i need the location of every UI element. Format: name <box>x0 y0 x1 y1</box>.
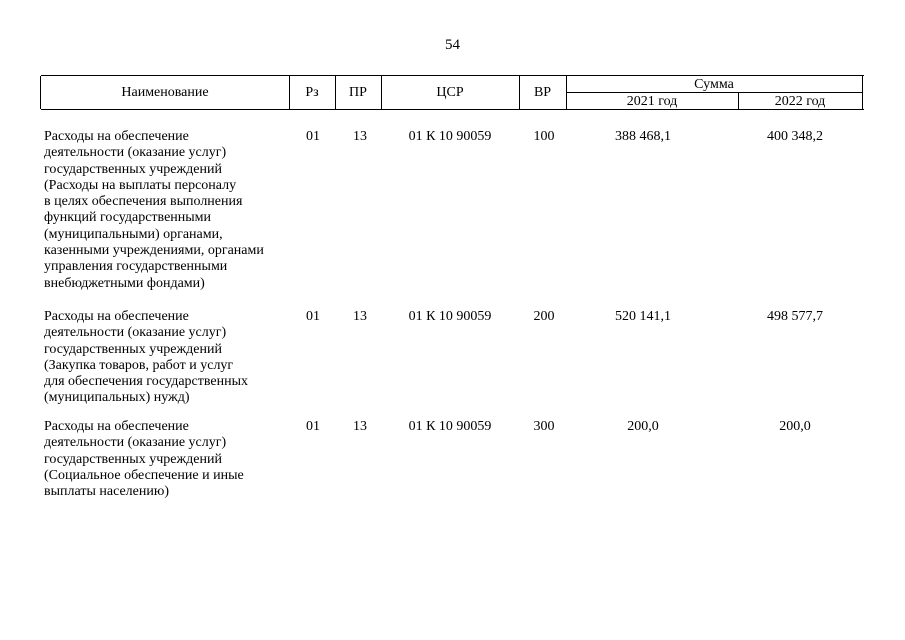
header-year-2022: 2022 год <box>774 94 826 109</box>
row-sum-2021: 200,0 <box>627 419 659 434</box>
page-number: 54 <box>445 37 460 53</box>
row-name: Расходы на обеспечение деятельности (оказание услуг) государственных учреждений (Расходы на выплаты персоналу в целях обеспечения выполнения функций государственными (муниципальными) органами, казенными учреждениями, органами управления государственными внебюджетными фондами) <box>44 129 264 291</box>
row-pr: 13 <box>353 309 367 324</box>
row-rz: 01 <box>306 129 320 144</box>
row-pr: 13 <box>353 129 367 144</box>
row-csr: 01 К 10 90059 <box>408 309 492 324</box>
header-pr: ПР <box>349 85 367 100</box>
header-rz: Рз <box>305 85 319 100</box>
row-vr: 100 <box>533 129 555 144</box>
row-pr: 13 <box>353 419 367 434</box>
row-vr: 300 <box>533 419 555 434</box>
table-header <box>41 75 864 110</box>
row-sum-2022: 400 348,2 <box>767 129 823 144</box>
header-border-right <box>862 76 863 109</box>
row-rz: 01 <box>306 309 320 324</box>
row-vr: 200 <box>533 309 555 324</box>
row-name: Расходы на обеспечение деятельности (оказание услуг) государственных учреждений (Социальное обеспечение и иные выплаты населению) <box>44 419 244 500</box>
row-sum-2021: 520 141,1 <box>615 309 671 324</box>
row-csr: 01 К 10 90059 <box>408 419 492 434</box>
header-sum: Сумма <box>694 77 734 92</box>
row-rz: 01 <box>306 419 320 434</box>
row-name: Расходы на обеспечение деятельности (оказание услуг) государственных учреждений (Закупка товаров, работ и услуг для обеспечения государственных (муниципальных) нужд) <box>44 309 248 406</box>
header-year-2021: 2021 год <box>626 94 678 109</box>
row-sum-2022: 498 577,7 <box>767 309 823 324</box>
header-csr: ЦСР <box>436 85 464 100</box>
header-vr: ВР <box>533 85 552 100</box>
header-name: Наименование <box>121 85 209 100</box>
row-csr: 01 К 10 90059 <box>408 129 492 144</box>
row-sum-2022: 200,0 <box>779 419 811 434</box>
row-sum-2021: 388 468,1 <box>615 129 671 144</box>
